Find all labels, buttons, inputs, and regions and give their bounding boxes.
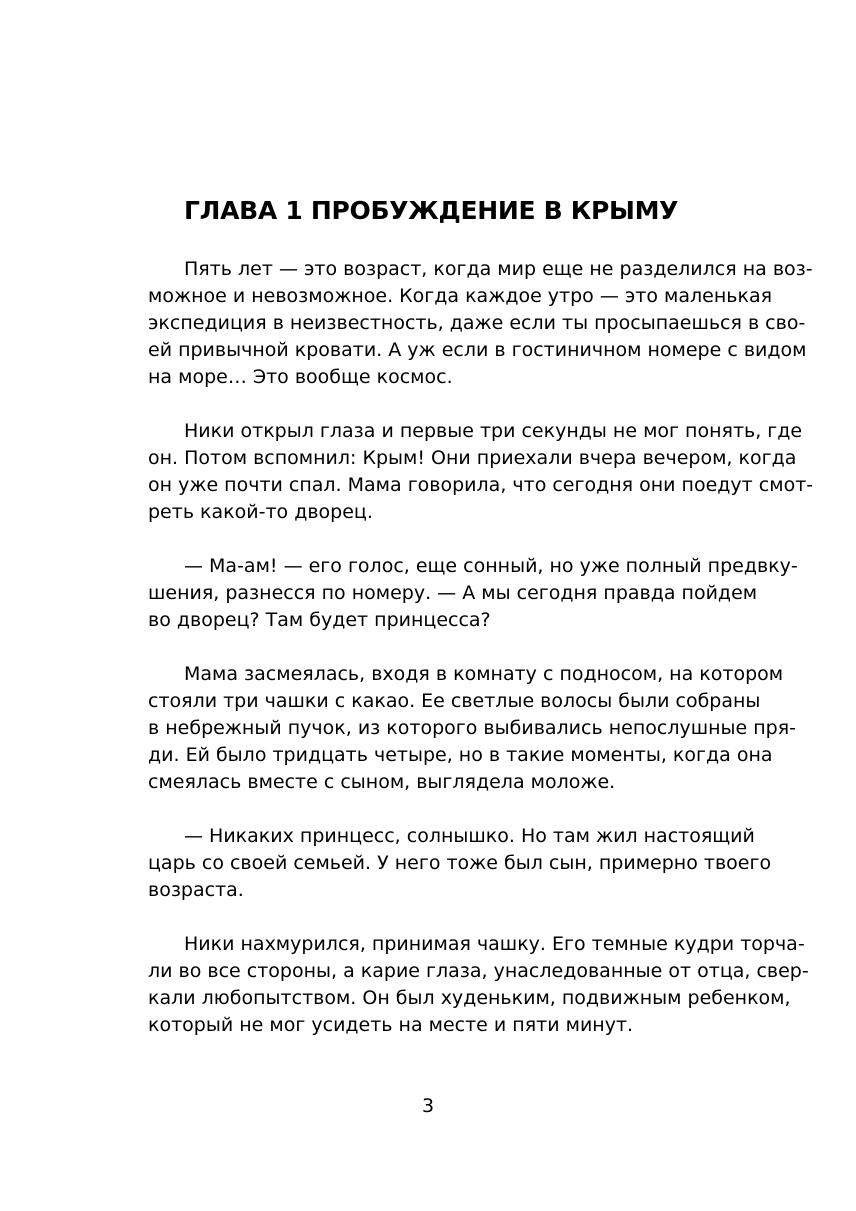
page-number: 3 [421, 1095, 435, 1117]
text-line: можное и невозможное. Когда каждое утро — это маленькая [148, 285, 773, 307]
text-line: шения, разнесся по номеру. — А мы сегодня правда пойдем [148, 582, 758, 604]
text-line: смеялась вместе с сыном, выглядела моложе. [148, 771, 616, 793]
text-line: во дворец? Там будет принцесса? [148, 609, 491, 631]
text-line: ди. Ей было тридцать четыре, но в такие моменты, когда она [148, 744, 773, 766]
chapter-body [148, 256, 814, 1066]
text-line: реть какой-то дворец. [148, 501, 373, 523]
paragraph [148, 823, 772, 904]
text-line: на море… Это вообще космос. [148, 366, 453, 388]
text-line: — Никаких принцесс, солнышко. Но там жил настоящий [184, 825, 755, 847]
text-line: он уже почти спал. Мама говорила, что сегодня они поедут смот- [148, 474, 814, 496]
text-line: который не мог усидеть на месте и пяти минут. [148, 1014, 634, 1036]
text-line: Ники открыл глаза и первые три секунды не мог понять, где [184, 420, 803, 442]
text-line: — Ма-ам! — его голос, еще сонный, но уже полный предвку- [184, 555, 798, 577]
text-line: возраста. [148, 879, 244, 901]
paragraph [148, 418, 814, 526]
text-line: Мама засмеялась, входя в комнату с подносом, на котором [184, 663, 784, 685]
text-line: Пять лет — это возраст, когда мир еще не разделился на воз- [184, 258, 813, 280]
text-line: ей привычной кровати. А уж если в гостиничном номере с видом [148, 339, 807, 361]
text-line: Ники нахмурился, принимая чашку. Его темные кудри торча- [184, 933, 805, 955]
paragraph [148, 931, 809, 1039]
text-line: он. Потом вспомнил: Крым! Они приехали вчера вечером, когда [148, 447, 797, 469]
text-line: кали любопытством. Он был худеньким, подвижным ребенком, [148, 987, 791, 1009]
text-line: царь со своей семьей. У него тоже был сын, примерно твоего [148, 852, 772, 874]
paragraph [148, 256, 813, 391]
text-line: стояли три чашки с какао. Ее светлые волосы были собраны [148, 690, 761, 712]
text-line: экспедиция в неизвестность, даже если ты просыпаешься в сво- [148, 312, 806, 334]
chapter-title: ГЛАВА 1 ПРОБУЖДЕНИЕ В КРЫМУ [184, 196, 679, 225]
paragraph [148, 661, 797, 796]
text-line: в небрежный пучок, из которого выбивались непослушные пря- [148, 717, 797, 739]
text-line: ли во все стороны, а карие глаза, унаследованные от отца, свер- [148, 960, 809, 982]
paragraph [148, 553, 798, 634]
